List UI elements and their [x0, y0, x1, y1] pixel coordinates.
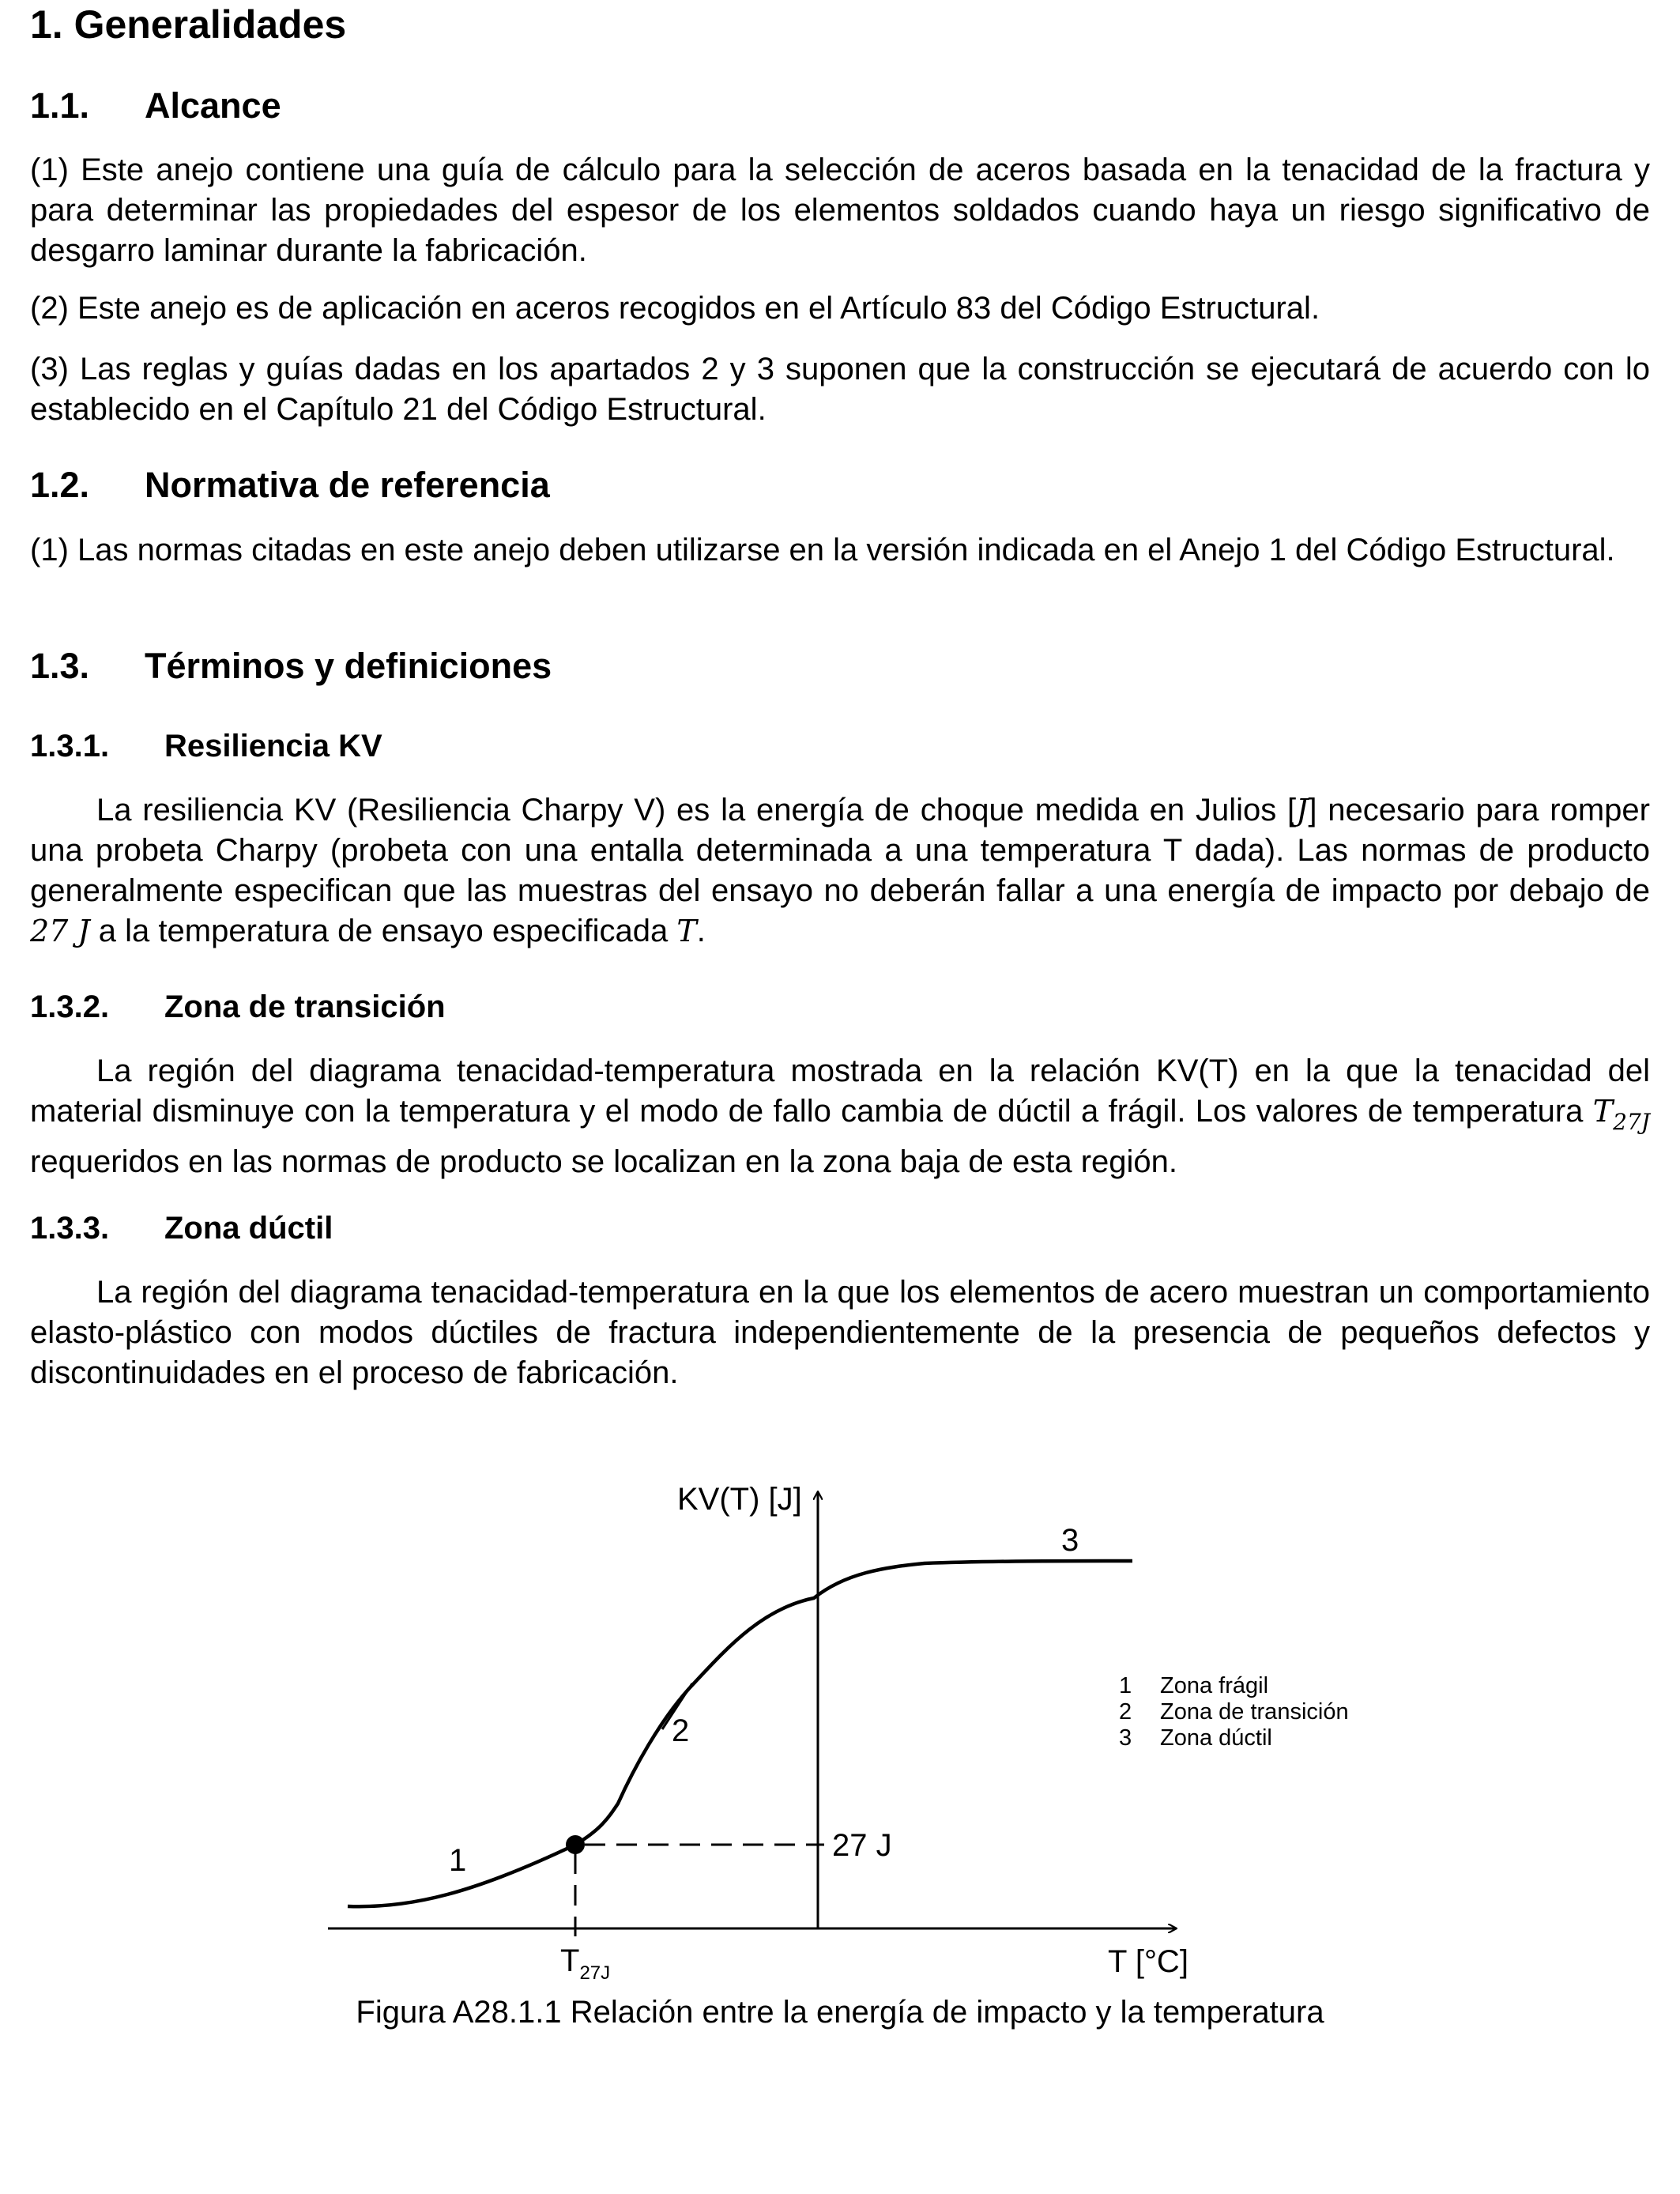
- legend-num-1: 1: [1119, 1673, 1132, 1698]
- paragraph-alcance-3: (3) Las reglas y guías dadas en los apartados 2 y 3 suponen que la construcción se ejecutará de acuerdo con lo establecido en el Capítulo 21 del Código Estructural.: [30, 352, 1650, 427]
- figure-legend: [1119, 1673, 1349, 1751]
- paragraph-transicion: La región del diagrama tenacidad-temperatura mostrada en la relación KV(T) en la que la tenacidad del material disminuye con la temperatura y el modo de fallo cambia de dúctil a frágil. Los valores de temperatura $T_{27J}$ requeridos en las normas de producto se localizan en la zona baja de esta región.: [30, 1054, 1650, 1179]
- section-heading-normativa: 1.2. Normativa de referencia: [30, 465, 550, 505]
- legend-text-3: Zona dúctil: [1160, 1725, 1272, 1751]
- chapter-title: 1. Generalidades: [30, 2, 347, 47]
- section-heading-terminos: 1.3. Términos y definiciones: [30, 646, 552, 686]
- paragraph-resiliencia: La resiliencia KV (Resiliencia Charpy V) es la energía de choque medida en Julios [J] necesario para romper una probeta Charpy (probeta con una entalla determinada a una temperatura T dada). Las normas de producto generalmente especifican que las muestras del ensayo no deberán fallar a una energía de impacto por debajo de 27 J a la temperatura de ensayo especificada T.: [30, 793, 1650, 948]
- y-axis-label: KV(T) [J]: [677, 1482, 802, 1517]
- zone-1-label: 1: [449, 1843, 467, 1878]
- section-heading-alcance: 1.1. Alcance: [30, 85, 281, 126]
- paragraph-normativa-1: (1) Las normas citadas en este anejo deben utilizarse en la versión indicada en el Anejo 1 del Código Estructural.: [30, 533, 1615, 567]
- figure-caption: Figura A28.1.1 Relación entre la energía de impacto y la temperatura: [356, 1995, 1324, 2030]
- subsection-heading-transicion: 1.3.2. Zona de transición: [30, 990, 446, 1024]
- subsection-heading-resiliencia: 1.3.1. Resiliencia KV: [30, 729, 382, 763]
- subsection-heading-ductil: 1.3.3. Zona dúctil: [30, 1211, 333, 1246]
- x-axis-label: T [°C]: [1108, 1944, 1188, 1979]
- zone-3-label: 3: [1061, 1523, 1079, 1558]
- legend-text-2: Zona de transición: [1160, 1699, 1349, 1725]
- paragraph-alcance-2: (2) Este anejo es de aplicación en aceros recogidos en el Artículo 83 del Código Estructural.: [30, 291, 1320, 326]
- t27j-label: $T_{27J}$: [560, 1943, 611, 1984]
- paragraph-ductil: La región del diagrama tenacidad-temperatura en la que los elementos de acero muestran un comportamiento elasto-plástico con modos dúctiles de fractura independientemente de la presencia de pequeños defectos y discontinuidades en el proceso de fabricación.: [30, 1275, 1650, 1390]
- legend-num-2: 2: [1119, 1699, 1132, 1725]
- legend-text-1: Zona frágil: [1160, 1673, 1269, 1698]
- figure-impact-energy-temperature: [0, 1454, 1680, 2007]
- legend-num-3: 3: [1119, 1725, 1132, 1751]
- energy-27j-label: 27 J: [832, 1828, 892, 1863]
- paragraph-alcance-1: (1) Este anejo contiene una guía de cálculo para la selección de aceros basada en la tenacidad de la fractura y para determinar las propiedades del espesor de los elementos soldados cuando haya un riesgo significativo de desgarro laminar durante la fabricación.: [30, 153, 1650, 268]
- zone-2-label: 2: [672, 1713, 690, 1748]
- threshold-point: [566, 1835, 585, 1854]
